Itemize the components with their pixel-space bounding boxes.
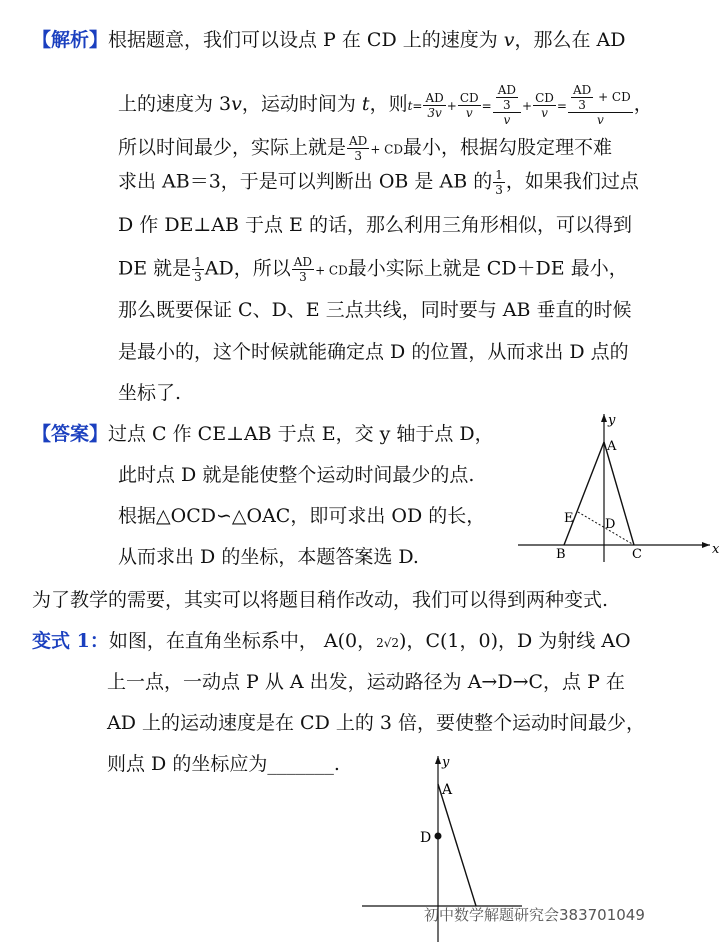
- fraction-1-over-3-b: $\frac{1}{3}$: [194, 255, 202, 284]
- y-axis-arrow: [601, 414, 607, 422]
- answer-line-4: 从而求出 D 的坐标，本题答案选 D.: [118, 546, 419, 568]
- fraction-ad-over-3v: $\frac{AD}{3v}$: [425, 90, 444, 120]
- answer-line-1: 【答案】过点 C 作 CE⊥AB 于点 E，交 y 轴于点 D，: [32, 423, 494, 445]
- label-a: A: [607, 439, 617, 454]
- analysis-line-5: D 作 DE⊥AB 于点 E 的话，那么利用三角形相似，可以得到: [118, 214, 632, 236]
- analysis-line-1: 【解析】根据题意，我们可以设点 P 在 CD 上的速度为 v，那么在 AD: [32, 29, 626, 51]
- label-y: y: [608, 413, 616, 428]
- label-x: x: [712, 542, 720, 557]
- label-c: C: [632, 547, 642, 562]
- label-b: B: [556, 547, 566, 562]
- fraction-cd-over-v: $\frac{CD}{v}$: [459, 90, 479, 120]
- analysis-line-2: 上的速度为 3v，运动时间为 t，则t= $\frac{AD}{3v}$ + $\frac{CD}{v}$ = $\frac{\frac{AD}{3}}{v}$ + $\frac{CD}{v}$ = $\frac{AD}{3}$ + CD v ，: [118, 83, 653, 127]
- variant-tag: 变式 1：: [32, 630, 109, 652]
- intro-line: 为了教学的需要，其实可以将题目稍作改动，我们可以得到两种变式.: [32, 589, 609, 611]
- analysis-line-9: 坐标了.: [118, 382, 182, 404]
- fraction-cd-over-v-2: $\frac{CD}{v}$: [535, 90, 554, 120]
- answer-line-2: 此时点 D 就是能使整个运动时间最少的点.: [118, 464, 475, 486]
- point-d: [435, 833, 442, 840]
- analysis-line-8: 是最小的，这个时候就能确定点 D 的位置，从而求出 D 点的: [118, 341, 629, 363]
- analysis-tag: 【解析】: [32, 29, 109, 51]
- watermark: 初中数学解题研究会383701049: [424, 906, 645, 924]
- fraction-ad-over-3-b: $\frac{AD}{3}$: [293, 255, 313, 284]
- fraction-nested-2: $\frac{AD}{3}$ + CD v: [568, 83, 633, 127]
- fraction-nested-1: $\frac{\frac{AD}{3}}{v}$: [493, 83, 521, 127]
- label-d-2: D: [420, 830, 432, 846]
- fraction-1-over-3: $\frac{1}{3}$: [495, 168, 503, 197]
- variant-line-4: 则点 D 的坐标应为_______.: [107, 753, 340, 775]
- variant-line-1: 变式 1：如图，在直角坐标系中， A(0，2√2)，C(1，0)，D 为射线 AO: [32, 630, 631, 652]
- x-axis-arrow: [702, 542, 710, 548]
- analysis-line-7: 那么既要保证 C、D、E 三点共线，同时要与 AB 垂直的时候: [118, 299, 632, 321]
- label-e: E: [564, 511, 574, 526]
- fraction-ad-over-3: $\frac{AD}{3}$: [349, 134, 368, 163]
- variant-line-2: 上一点，一动点 P 从 A 出发，运动路径为 A→D→C，点 P 在: [107, 671, 625, 693]
- variant-line-3: AD 上的运动速度是在 CD 上的 3 倍，要使整个运动时间最少，: [107, 712, 646, 734]
- label-y-2: y: [442, 755, 450, 770]
- figure-1: [518, 412, 718, 562]
- label-d: D: [605, 517, 616, 532]
- y-axis-2-arrow: [435, 756, 441, 764]
- analysis-line-6: DE 就是 $\frac{1}{3}$ AD，所以 $\frac{AD}{3}$ + CD最小实际上就是 CD＋DE 最小，: [118, 255, 628, 284]
- analysis-line-3: 所以时间最少，实际上就是 $\frac{AD}{3}$ + CD最小，根据勾股定理不难: [118, 134, 612, 163]
- analysis-line-4: 求出 AB＝3，于是可以判断出 OB 是 AB 的 $\frac{1}{3}$ ，如果我们过点: [118, 168, 639, 197]
- answer-tag: 【答案】: [32, 423, 109, 445]
- label-a-2: A: [442, 782, 453, 798]
- segment-ab: [564, 442, 604, 545]
- segment-ac-2: [438, 784, 476, 906]
- answer-line-3: 根据△OCD∽△OAC，即可求出 OD 的长，: [118, 505, 486, 527]
